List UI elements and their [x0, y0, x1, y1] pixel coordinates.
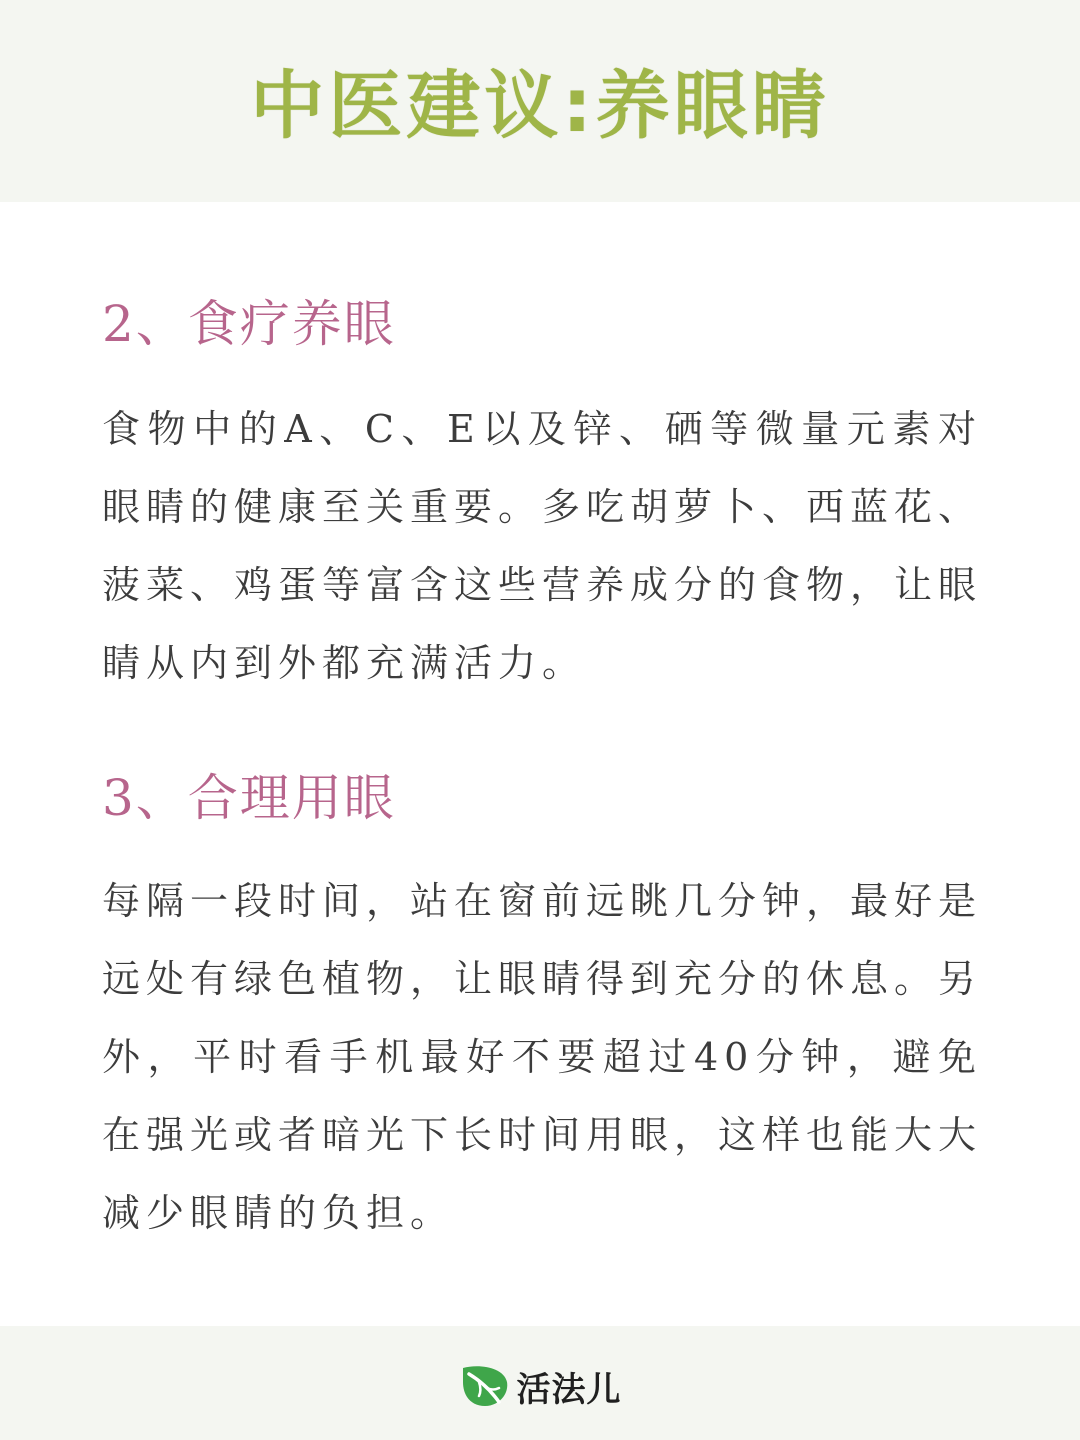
brand-name: 活法儿 — [516, 1369, 622, 1410]
section-heading-eye-use: 3、合理用眼 — [102, 769, 396, 827]
section-body-diet: 食物中的A、C、E以及锌、硒等微量元素对眼睛的健康至关重要。多吃胡萝卜、西蓝花、菠菜、鸡蛋等富含这些营养成分的食物，让眼睛从内到外都充满活力。 — [102, 407, 983, 685]
footer-band — [0, 1326, 1080, 1440]
section-heading-diet: 2、食疗养眼 — [102, 295, 396, 353]
leaf-icon — [459, 1362, 511, 1410]
page-title: 中医建议:养眼睛 — [250, 63, 830, 149]
section-body-eye-use: 每隔一段时间，站在窗前远眺几分钟，最好是远处有绿色植物，让眼睛得到充分的休息。另外，平时看手机最好不要超过40分钟，避免在强光或者暗光下长时间用眼，这样也能大大减少眼睛的负担。 — [102, 879, 983, 1235]
brand-logo — [459, 1362, 622, 1411]
header-band — [0, 0, 1080, 202]
